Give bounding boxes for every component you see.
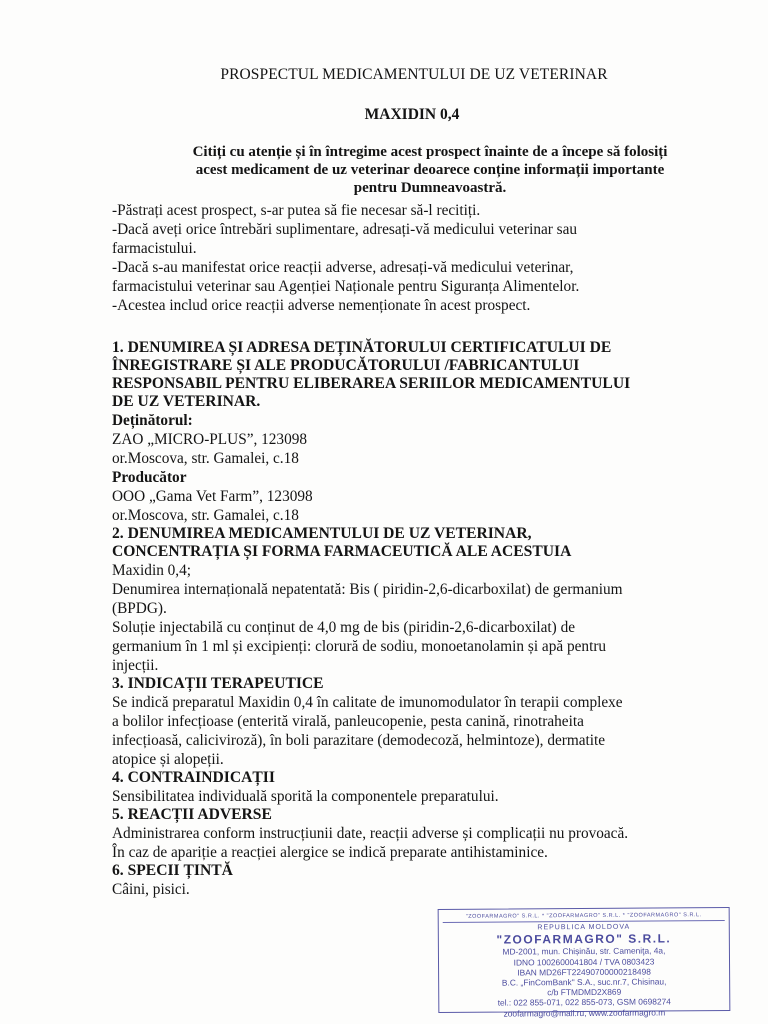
stamp-border-text: "ZOOFARMAGRO" S.R.L. * "ZOOFARMAGRO" S.R.L. * "ZOOFARMAGRO" S.R.L. — [443, 910, 725, 923]
intro-line: farmacistului. — [112, 240, 197, 257]
section-line: Se indică preparatul Maxidin 0,4 în calitate de imunomodulator în terapii complexe — [112, 694, 623, 711]
warning-line: Citiți cu atenție și în întregime acest prospect înainte de a începe să folosiți — [192, 144, 668, 160]
intro-line: -Păstrați acest prospect, s-ar putea să fie necesar să-l reciti​ți. — [112, 202, 481, 219]
warning-line: pentru Dumneavoastră. — [353, 180, 507, 196]
section-heading: ÎNREGISTRARE ȘI ALE PRODUCĂTORULUI /FABRICANTULUI — [112, 357, 580, 374]
warning-line: acest medicament de uz veterinar deoarece conține informații importante — [195, 162, 665, 178]
stamp-line: tel.: 022 855-071, 022 855-073, GSM 0698274 — [497, 996, 671, 1009]
stamp-line: IBAN MD26FT22490700000218498 — [517, 966, 651, 978]
section-line: a bolilor infecțioase (enterită virală, panleucopenie, pesta canină, rinotraheita — [112, 713, 584, 730]
company-stamp — [438, 907, 731, 1019]
section-heading: DE UZ VETERINAR. — [112, 393, 261, 410]
section-1 — [112, 339, 732, 525]
stamp-country: REPUBLICA MOLDOVA — [537, 923, 631, 932]
section-line: infecțioasă, calicivirоză), în boli parazitare (demodecoză, helmintoze), dermatite — [112, 732, 606, 749]
section-heading: RESPONSABIL PENTRU ELIBERAREA SERIILOR MEDICAMENTULUI — [112, 375, 631, 392]
section-line: În caz de apariție a reacției alergice se indică preparate antihistaminice. — [112, 844, 548, 861]
section-line: Sensibilitatea individuală sporită la componentele preparatului. — [112, 788, 499, 805]
intro-instructions — [112, 201, 732, 315]
warning-notice — [130, 143, 730, 197]
stamp-line: c/b FTMDMD2X869 — [547, 986, 622, 998]
section-heading: 4. CONTRAINDICAȚII — [112, 769, 275, 786]
stamp-line: MD-2001, mun. Chișinău, str. Cameniţa, 4a, — [502, 945, 666, 957]
intro-line: -Acestea includ orice reacții adverse nemenționate în acest prospect. — [112, 297, 531, 314]
section-5 — [112, 806, 732, 862]
section-line: (BPDG). — [112, 600, 167, 617]
section-3 — [112, 675, 732, 769]
section-line: Maxidin 0,4; — [112, 562, 192, 579]
section-line: Denumirea internațională nepatentată: Bis ( piridin-2,6-dicarboxilat) de germanium — [112, 581, 623, 598]
stamp-line: zoofarmagro@mail.ru, www.zoofarmagro.m — [503, 1007, 666, 1019]
intro-line: farmacistului veterinar sau Agenției Naționale pentru Siguranța Alimentelor. — [112, 278, 580, 295]
section-heading: 3. INDICAȚII TERAPEUTICE — [112, 675, 324, 692]
section-heading: 5. REACȚII ADVERSE — [112, 806, 272, 823]
producer-name: OOO „Gama Vet Farm”, 123098 — [112, 488, 313, 505]
stamp-line: IDNO 1002600041804 / TVA 0803423 — [513, 956, 655, 968]
section-4 — [112, 769, 732, 806]
producer-address: or.Moscova, str. Gamalei, c.18 — [112, 507, 299, 524]
holder-name: ZAO „MICRO-PLUS”, 123098 — [112, 431, 308, 448]
document-title: PROSPECTUL MEDICAMENTULUI DE UZ VETERINAR — [220, 66, 608, 83]
section-heading: 6. SPECII ȚINTĂ — [112, 862, 233, 879]
holder-label: Deținătorul: — [112, 412, 193, 429]
section-heading: 2. DENUMIREA MEDICAMENTULUI DE UZ VETERINAR, — [112, 525, 532, 542]
intro-line: -Dacă aveți orice întrebări suplimentare, adresați-vă medicului veterinar sau — [112, 221, 578, 238]
section-heading: 1. DENUMIREA ȘI ADRESA DEȚINĂTORULUI CERTIFICATULUI DE — [112, 339, 612, 356]
stamp-line: B.C. „FinComBank" S.A., suc.nr.7, Chisinau, — [501, 976, 667, 988]
stamp-company-name: "ZOOFARMAGRO" S.R.L. — [496, 931, 672, 948]
section-2 — [112, 525, 732, 675]
section-line: atopice și alopeții. — [112, 751, 224, 768]
section-line: Soluție injectabilă cu conținut de 4,0 mg de bis (piridin-2,6-dicarboxilat) de — [112, 619, 576, 636]
section-line: Câini, pisici. — [112, 881, 190, 898]
section-line: Administrarea conform instrucțiunii date, reacții adverse și complicații nu provoacă. — [112, 825, 629, 842]
section-line: injecții. — [112, 657, 159, 674]
sections — [112, 339, 732, 899]
intro-line: -Dacă s-au manifestat orice reacții adverse, adresați-vă medicului veterinar, — [112, 259, 574, 276]
section-line: germanium în 1 ml și excipienți: clorură de sodiu, monoetanolamin și apă pentru — [112, 638, 607, 655]
section-6 — [112, 862, 732, 899]
product-name: MAXIDIN 0,4 — [364, 106, 460, 123]
section-heading: CONCENTRAȚIA ȘI FORMA FARMACEUTICĂ ALE ACESTUIA — [112, 543, 572, 560]
producer-label: Producător — [112, 469, 187, 486]
holder-address: or.Moscova, str. Gamalei, c.18 — [112, 450, 299, 467]
